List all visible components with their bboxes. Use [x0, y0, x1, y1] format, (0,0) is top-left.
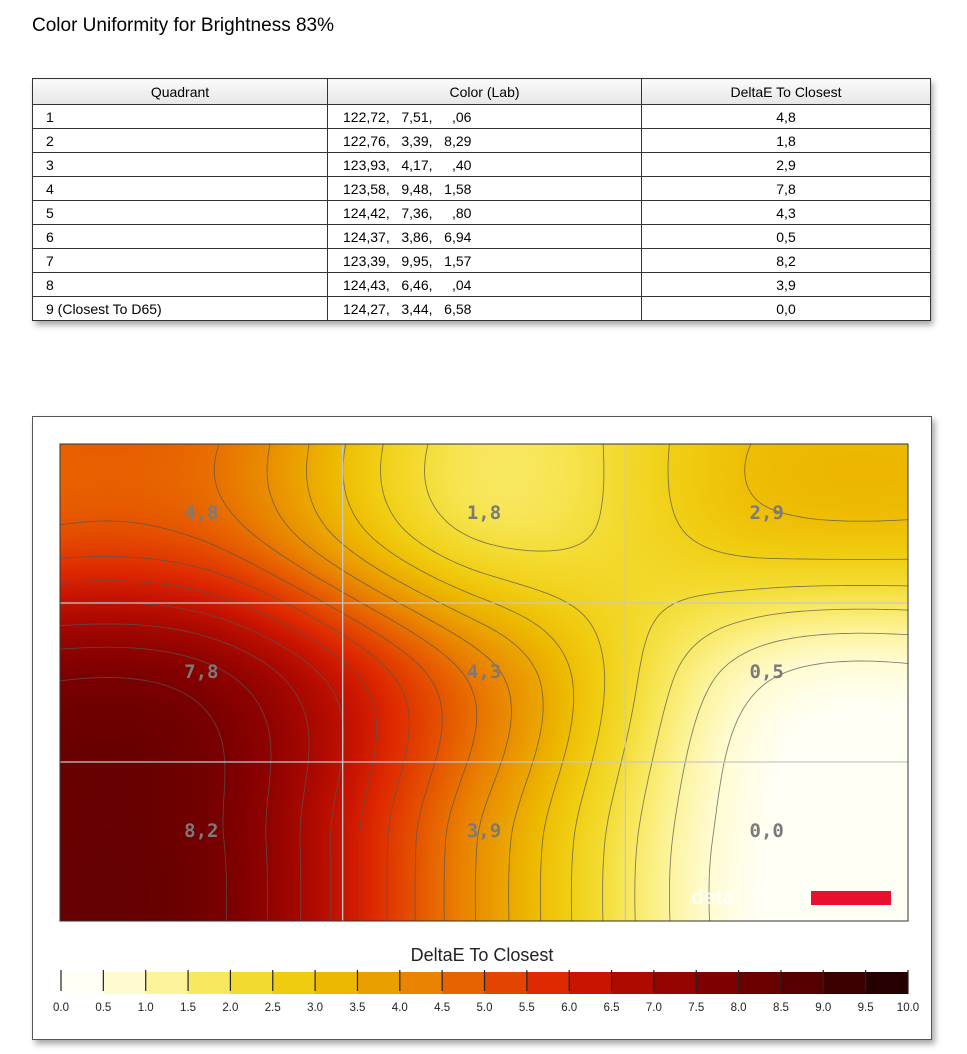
- colorbar-swatch: [188, 972, 231, 994]
- colorbar-swatch: [569, 972, 612, 994]
- colorbar-swatch: [696, 972, 739, 994]
- table-header-row: [33, 79, 931, 105]
- colorbar-tick-label: 7.0: [645, 1002, 662, 1014]
- lab-cell: 122,76, 3,39, 8,29: [328, 129, 642, 153]
- table-row: [33, 297, 931, 321]
- colorbar-tick-label: 4.0: [391, 1002, 408, 1014]
- watermark-text: deta: [691, 886, 735, 909]
- table-row: [33, 249, 931, 273]
- cell-value-label: 0,5: [749, 661, 784, 683]
- uniformity-table-container: [32, 78, 930, 321]
- colorbar-tick-label: 4.5: [434, 1002, 451, 1014]
- table-row: [33, 105, 931, 129]
- colorbar-swatch: [654, 972, 697, 994]
- colorbar-swatch: [781, 972, 824, 994]
- colorbar-tick-label: 6.5: [603, 1002, 620, 1014]
- deltae-cell: 4,3: [642, 201, 931, 225]
- lab-cell: 124,37, 3,86, 6,94: [328, 225, 642, 249]
- quadrant-cell: 3: [33, 153, 328, 177]
- lab-cell: 124,43, 6,46, ,04: [328, 273, 642, 297]
- colorbar-tick-label: 1.0: [137, 1002, 154, 1014]
- lab-cell: 124,27, 3,44, 6,58: [328, 297, 642, 321]
- table-row: [33, 225, 931, 249]
- cell-value-label: 8,2: [184, 820, 219, 842]
- watermark-bar: [811, 891, 891, 905]
- colorbar-swatch: [823, 972, 866, 994]
- colorbar-swatch: [357, 972, 400, 994]
- colorbar-tick-label: 7.5: [688, 1002, 705, 1014]
- colorbar-tick-label: 8.0: [730, 1002, 747, 1014]
- deltae-cell: 0,0: [642, 297, 931, 321]
- colorbar-swatch: [273, 972, 316, 994]
- cell-value-label: 7,8: [184, 661, 219, 683]
- quadrant-cell: 4: [33, 177, 328, 201]
- deltae-cell: 3,9: [642, 273, 931, 297]
- colorbar-swatch: [61, 972, 104, 994]
- colorbar-swatch: [527, 972, 570, 994]
- colorbar-swatch: [739, 972, 782, 994]
- colorbar-swatch: [400, 972, 443, 994]
- table-row: [33, 273, 931, 297]
- quadrant-cell: 8: [33, 273, 328, 297]
- colorbar-tick-label: 5.5: [518, 1002, 535, 1014]
- table-row: [33, 129, 931, 153]
- cell-value-label: 0,0: [749, 820, 784, 842]
- colorbar-swatch: [103, 972, 146, 994]
- quadrant-cell: 2: [33, 129, 328, 153]
- colorbar-tick-label: 3.5: [349, 1002, 366, 1014]
- colorbar-tick-label: 0.5: [95, 1002, 112, 1014]
- header-deltae: DeltaE To Closest: [642, 79, 931, 105]
- colorbar-swatch: [485, 972, 528, 994]
- colorbar-tick-label: 3.0: [307, 1002, 324, 1014]
- table-row: [33, 201, 931, 225]
- lab-cell: 123,93, 4,17, ,40: [328, 153, 642, 177]
- colorbar-tick-label: 1.5: [180, 1002, 197, 1014]
- quadrant-cell: 9 (Closest To D65): [33, 297, 328, 321]
- lab-cell: 124,42, 7,36, ,80: [328, 201, 642, 225]
- colorbar-swatch: [146, 972, 189, 994]
- cell-value-label: 1,8: [466, 502, 502, 524]
- colorbar-tick-label: 5.0: [476, 1002, 493, 1014]
- quadrant-cell: 5: [33, 201, 328, 225]
- lab-cell: 122,72, 7,51, ,06: [328, 105, 642, 129]
- header-color-lab: Color (Lab): [328, 79, 642, 105]
- table-row: [33, 153, 931, 177]
- colorbar-tick-label: 0.0: [53, 1002, 69, 1014]
- colorbar-tick-label: 8.5: [772, 1002, 789, 1014]
- deltae-cell: 1,8: [642, 129, 931, 153]
- cell-value-label: 4,3: [466, 661, 502, 683]
- colorbar-tick-label: 9.5: [857, 1002, 874, 1014]
- heatmap-chart: [32, 416, 932, 1040]
- deltae-cell: 7,8: [642, 177, 931, 201]
- lab-cell: 123,39, 9,95, 1,57: [328, 249, 642, 273]
- lab-cell: 123,58, 9,48, 1,58: [328, 177, 642, 201]
- colorbar-tick-label: 6.0: [561, 1002, 578, 1014]
- deltae-cell: 2,9: [642, 153, 931, 177]
- table-row: [33, 177, 931, 201]
- deltae-cell: 8,2: [642, 249, 931, 273]
- quadrant-cell: 6: [33, 225, 328, 249]
- quadrant-cell: 7: [33, 249, 328, 273]
- cell-value-label: 2,9: [749, 502, 784, 524]
- colorbar-tick-label: 10.0: [896, 1002, 920, 1014]
- colorbar-swatch: [612, 972, 655, 994]
- deltae-cell: 4,8: [642, 105, 931, 129]
- deltae-cell: 0,5: [642, 225, 931, 249]
- colorbar-tick-label: 2.5: [264, 1002, 281, 1014]
- quadrant-cell: 1: [33, 105, 328, 129]
- colorbar-tick-label: 2.0: [222, 1002, 239, 1014]
- colorbar-title: DeltaE To Closest: [410, 945, 554, 965]
- cell-value-label: 4,8: [184, 502, 219, 524]
- colorbar-swatch: [442, 972, 485, 994]
- page-title: Color Uniformity for Brightness 83%: [32, 15, 334, 36]
- uniformity-table: [32, 78, 931, 321]
- colorbar-tick-label: 9.0: [815, 1002, 832, 1014]
- colorbar-swatch: [315, 972, 358, 994]
- colorbar-swatch: [866, 972, 909, 994]
- heatmap-svg: [33, 417, 931, 1039]
- cell-value-label: 3,9: [466, 820, 502, 842]
- colorbar-swatch: [230, 972, 273, 994]
- header-quadrant: Quadrant: [33, 79, 328, 105]
